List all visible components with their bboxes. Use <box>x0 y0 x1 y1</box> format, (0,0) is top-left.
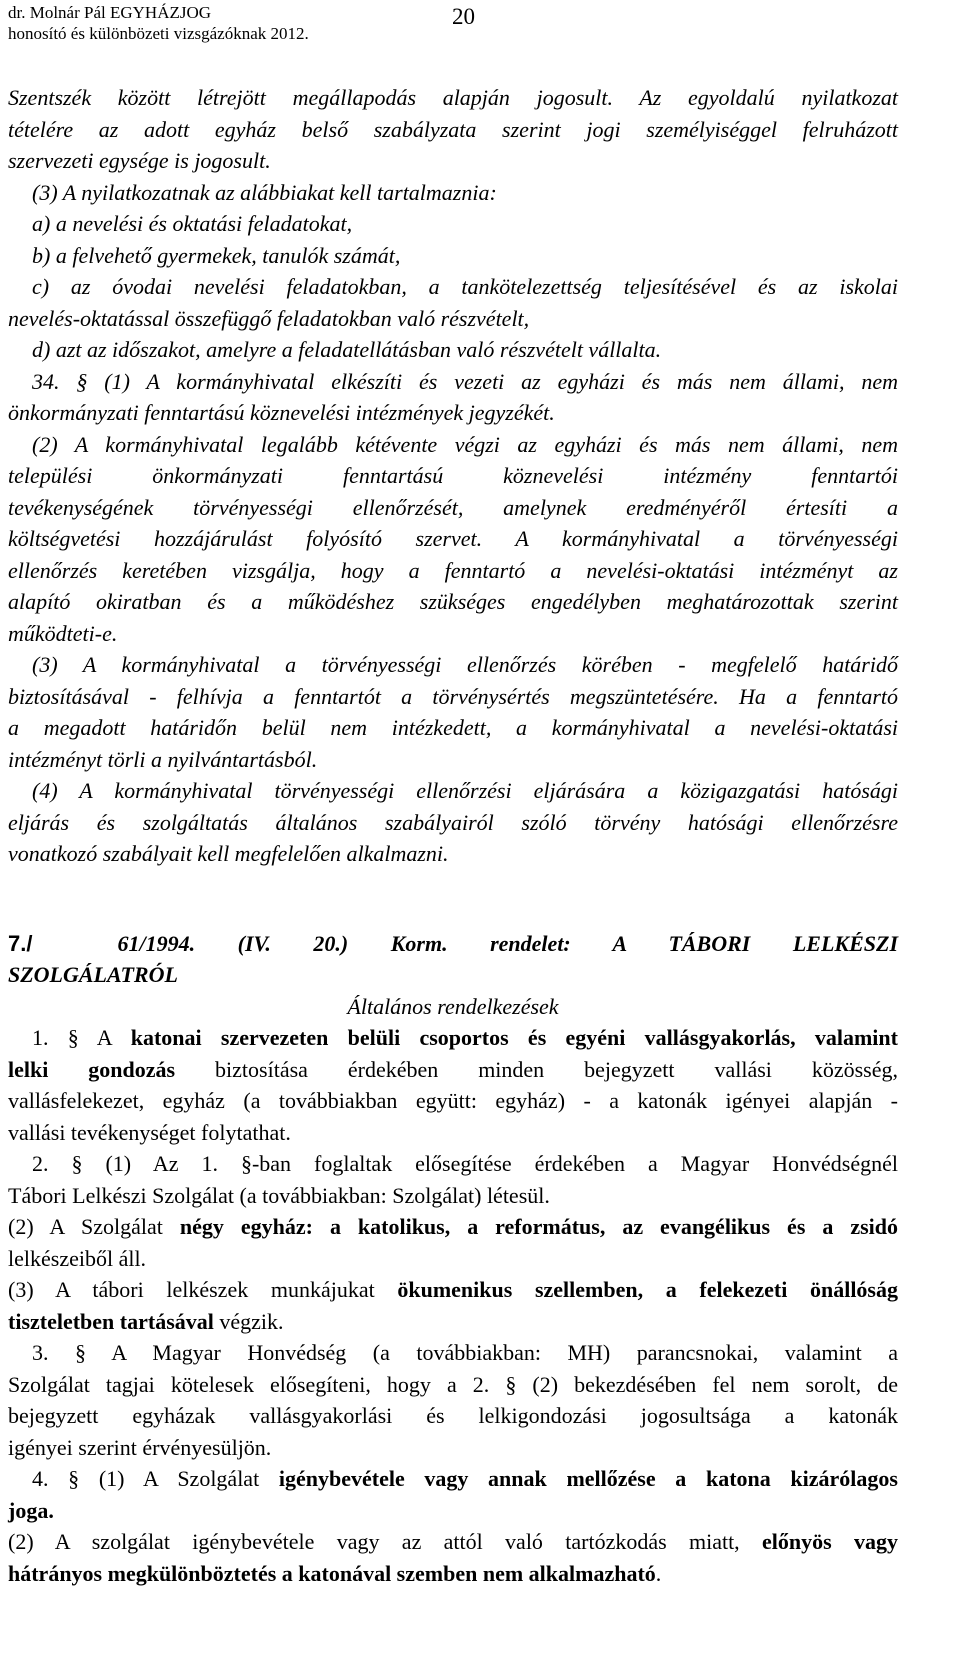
text-line <box>8 1463 898 1495</box>
list-intro: (3) A nyilatkozatnak az alábbiakat kell tartalmaznia: <box>32 179 497 205</box>
text-line <box>8 1054 898 1086</box>
text-run-bold: ökumenikus szellemben, a felekezeti önállóság <box>397 1277 898 1302</box>
text-run: 4. § (1) A Szolgálat <box>32 1466 279 1491</box>
text-line: tevékenységének törvényességi ellenőrzését, amelynek eredményéről értesíti a <box>8 494 898 520</box>
text-line: 3. § A Magyar Honvédség (a továbbiakban: MH) parancsnokai, valamint a <box>32 1340 898 1365</box>
document-body <box>8 82 898 1589</box>
text-line: (4) A kormányhivatal törvényességi ellenőrzési eljárására a közigazgatási hatósági <box>32 778 898 803</box>
list-item: nevelés-oktatással összefüggő feladatokban való részvételt, <box>8 305 530 331</box>
list-item: d) azt az időszakot, amelyre a feladatellátásban való részvételt vállalta. <box>32 337 662 362</box>
header-subtitle: honosító és különbözeti vizsgázóknak 2012. <box>8 24 309 43</box>
text-line: 2. § (1) Az 1. §-ban foglaltak elősegítése érdekében a Magyar Honvédségnél <box>32 1151 898 1176</box>
text-line: költségvetési hozzájárulást folyósító szervet. A kormányhivatal a törvényességi <box>8 526 898 551</box>
text-line <box>8 1211 898 1243</box>
text-line: települési önkormányzati fenntartású köznevelési intézmény fenntartói <box>8 463 898 488</box>
text-line <box>8 1306 898 1338</box>
text-line: eljárás és szolgáltatás általános szabályairól szóló törvény hatósági ellenőrzésre <box>8 809 898 835</box>
text-run-bold: igénybevétele vagy annak mellőzése a katona kizárólagos <box>278 1466 898 1491</box>
text-line: Tábori Lelkészi Szolgálat (a továbbiakban: Szolgálat) létesül. <box>8 1182 550 1208</box>
decree-title-line2: SZOLGÁLATRÓL <box>8 962 178 987</box>
text-line: biztosításával - felhívja a fenntartót a törvénysértés megszüntetésére. Ha a fenntartó <box>8 683 898 709</box>
text-line: 34. § (1) A kormányhivatal elkészíti és vezeti az egyházi és más nem állami, nem <box>32 368 898 394</box>
list-item: b) a felvehető gyermekek, tanulók számát, <box>32 242 401 268</box>
list-item: a) a nevelési és oktatási feladatokat, <box>32 211 353 236</box>
text-line <box>8 1526 898 1558</box>
text-run-bold: tiszteletben tartásával <box>8 1308 214 1334</box>
page-number: 20 <box>452 4 475 29</box>
decree-number: 7./ <box>8 930 33 956</box>
section-subtitle: Általános rendelkezések <box>347 993 559 1019</box>
text-run-bold: lelki gondozás <box>8 1056 176 1082</box>
text-line: joga. <box>8 1497 54 1523</box>
text-run-bold: hátrányos megkülönböztetés a katonával szemben nem alkalmazható <box>8 1560 656 1586</box>
text-line <box>8 1022 898 1054</box>
text-line: önkormányzati fenntartású köznevelési intézmények jegyzékét. <box>8 400 555 425</box>
text-line: (3) A kormányhivatal a törvényességi ellenőrzés körében - megfelelő határidő <box>32 652 898 677</box>
text-line: bejegyzett egyházak vallásgyakorlási és lelkigondozási jogosultsága a katonák <box>8 1403 898 1428</box>
text-line: vallási tevékenységet folytathat. <box>8 1119 291 1145</box>
page-header <box>8 2 309 44</box>
decree-title-text: 61/1994. (IV. 20.) Korm. rendelet: A TÁBORI LELKÉSZI <box>117 930 899 956</box>
text-line: Szentszék között létrejött megállapodás alapján jogosult. Az egyoldalú nyilatkozat <box>8 85 898 110</box>
text-line <box>8 1274 898 1306</box>
text-run: (2) A szolgálat igénybevétele vagy az attól való tartózkodás miatt, <box>8 1529 762 1554</box>
text-run-bold: katonai szervezeten belüli csoportos és egyéni vallásgyakorlás, valamint <box>130 1025 898 1050</box>
text-line: alapító okiratban és a működéshez szükséges engedélyben meghatározottak szerint <box>8 589 898 614</box>
text-line: ellenőrzés keretében vizsgálja, hogy a fenntartó a nevelési-oktatási intézményt az <box>8 557 898 583</box>
text-run: (3) A tábori lelkészek munkájukat <box>8 1277 398 1302</box>
text-line: szervezeti egysége is jogosult. <box>8 148 271 173</box>
text-run: (2) A Szolgálat <box>8 1214 180 1239</box>
text-run-bold: négy egyház: a katolikus, a református, az evangélikus és a zsidó <box>179 1214 898 1239</box>
text-line: vallásfelekezet, egyház (a továbbiakban együtt: egyház) - a katonák igényei alapján - <box>8 1088 898 1113</box>
text-line: a megadott határidőn belül nem intézkedett, a kormányhivatal a nevelési-oktatási <box>8 715 898 740</box>
text-line: Szolgálat tagjai kötelesek elősegíteni, hogy a 2. § (2) bekezdésében fel nem sorolt, de <box>8 1371 898 1397</box>
text-line: igényei szerint érvényesüljön. <box>8 1434 272 1460</box>
text-line: intézményt törli a nyilvántartásból. <box>8 746 318 772</box>
text-run: biztosítása érdekében minden bejegyzett vallási közösség, <box>175 1056 899 1082</box>
text-line: lelkészeiből áll. <box>8 1245 147 1271</box>
text-line: (2) A kormányhivatal legalább kétévente végzi az egyházi és más nem állami, nem <box>32 431 898 457</box>
text-run: 1. § A <box>32 1025 131 1050</box>
text-line: működteti-e. <box>8 620 118 646</box>
list-item: c) az óvodai nevelési feladatokban, a tankötelezettség teljesítésével és az iskolai <box>32 274 898 299</box>
text-line: tételére az adott egyház belső szabályzata szerint jogi személyiséggel felruházott <box>8 116 898 142</box>
text-line: vonatkozó szabályait kell megfelelően alkalmazni. <box>8 841 449 866</box>
decree-title <box>8 928 898 960</box>
header-author: dr. Molnár Pál EGYHÁZJOG <box>8 3 212 22</box>
text-run: . <box>655 1560 662 1586</box>
text-line <box>8 1558 898 1590</box>
text-run-bold: előnyös vagy <box>762 1529 898 1554</box>
text-run: végzik. <box>213 1308 284 1334</box>
